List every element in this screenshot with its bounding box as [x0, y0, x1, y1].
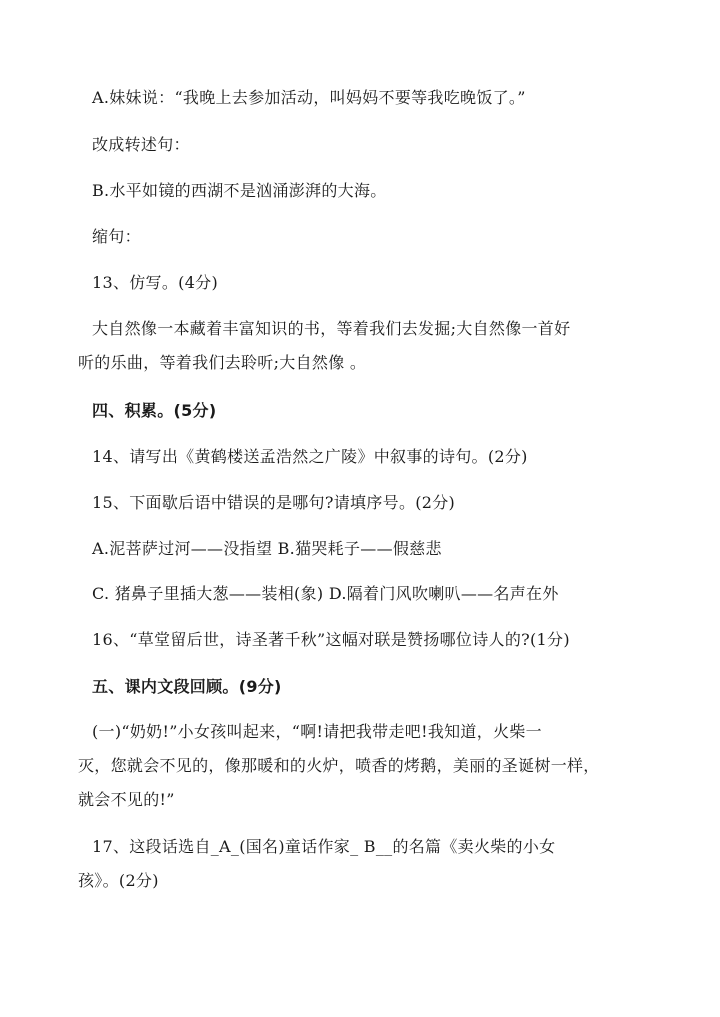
question-17-line1: 17、这段话选自_A_(国名)童话作家_ B__的名篇《卖火柴的小女 — [92, 837, 556, 856]
instruction-reported-speech: 改成转述句： — [92, 135, 190, 154]
passage-line3: 就会不见的!” — [78, 790, 175, 809]
question-14: 14、请写出《黄鹤楼送孟浩然之广陵》中叙事的诗句。(2分) — [92, 447, 528, 466]
instruction-shorten: 缩句： — [92, 227, 141, 246]
question-b-sentence: B.水平如镜的西湖不是汹涌澎湃的大海。 — [92, 181, 387, 200]
section-five-heading: 五、课内文段回顾。(9分) — [92, 677, 282, 696]
passage-line2: 灭，您就会不见的，像那暖和的火炉，喷香的烤鹅，美丽的圣诞树一样， — [78, 756, 600, 775]
question-17-line2: 孩》。(2分) — [78, 871, 159, 890]
question-13-heading: 13、仿写。(4分) — [92, 273, 219, 292]
question-13-text-line1: 大自然像一本藏着丰富知识的书，等着我们去发掘;大自然像一首好 — [92, 319, 571, 338]
section-four-heading: 四、积累。(5分) — [92, 401, 217, 420]
question-15: 15、下面歇后语中错误的是哪句?请填序号。(2分) — [92, 493, 456, 512]
question-13-text-line2: 听的乐曲，等着我们去聆听;大自然像 。 — [78, 353, 367, 372]
passage-line1: (一)“奶奶!”小女孩叫起来，“啊!请把我带走吧!我知道，火柴一 — [92, 722, 542, 741]
question-15-options-ab: A.泥菩萨过河——没指望 B.猫哭耗子——假慈悲 — [92, 539, 442, 558]
question-15-options-cd: C. 猪鼻子里插大葱——装相(象) D.隔着门风吹喇叭——名声在外 — [92, 584, 559, 603]
question-a-transform: A.妹妹说：“我晚上去参加活动，叫妈妈不要等我吃晚饭了。” — [92, 88, 526, 107]
question-16: 16、“草堂留后世，诗圣著千秋”这幅对联是赞扬哪位诗人的?(1分) — [92, 630, 570, 649]
